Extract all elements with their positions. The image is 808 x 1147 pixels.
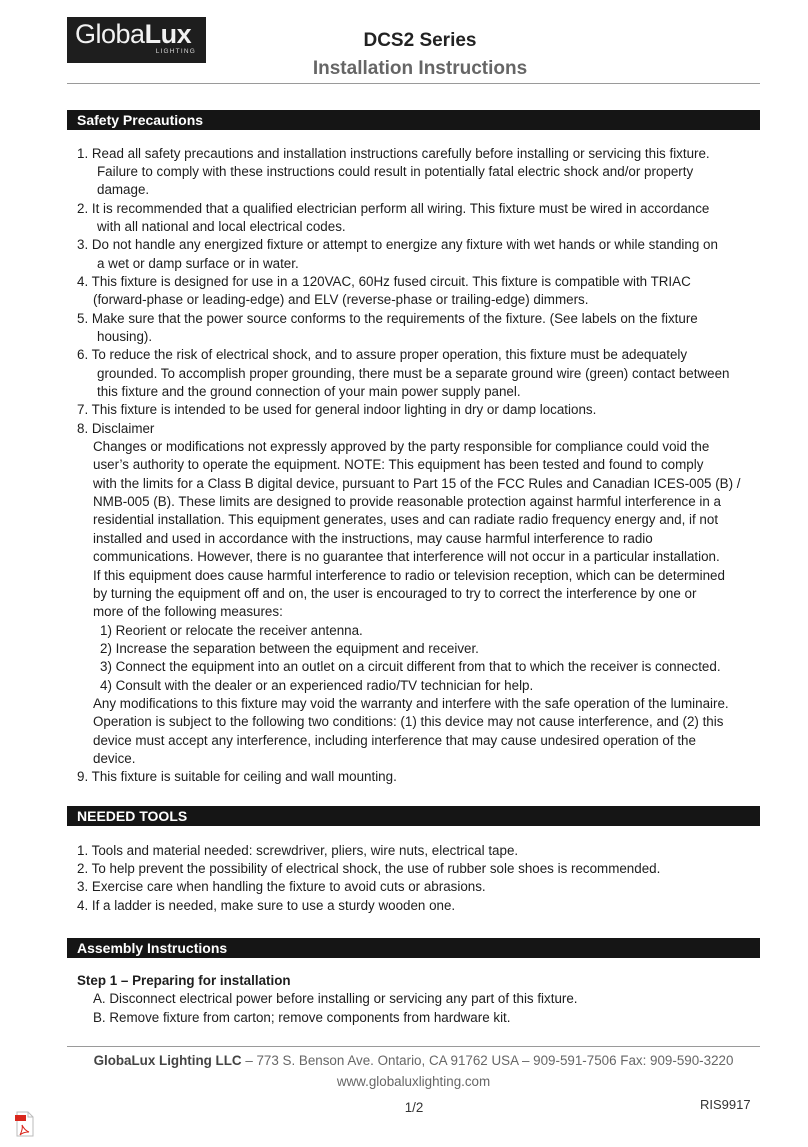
safety-line: 2. It is recommended that a qualified electrician perform all wiring. This fixture must be wired in accordance bbox=[77, 201, 710, 216]
disclaimer-line: by turning the equipment off and on, the user is encouraged to try to correct the interference by one or bbox=[93, 586, 697, 601]
disclaimer-line: installed and used in accordance with the instructions, may cause harmful interference to radio bbox=[93, 531, 653, 546]
header-divider bbox=[67, 83, 760, 84]
footer-address: – 773 S. Benson Ave. Ontario, CA 91762 USA – 909-591-7506 Fax: 909-590-3220 bbox=[241, 1053, 734, 1068]
safety-line: damage. bbox=[97, 182, 150, 197]
globalux-logo bbox=[67, 17, 206, 63]
safety-line: 8. Disclaimer bbox=[77, 421, 155, 436]
step-title: Step 1 – Preparing for installation bbox=[77, 973, 291, 988]
disclaimer-line: Any modifications to this fixture may void the warranty and interfere with the safe operation of the luminaire. bbox=[93, 696, 729, 711]
assembly-line: B. Remove fixture from carton; remove components from hardware kit. bbox=[93, 1010, 511, 1025]
document-subtitle: Installation Instructions bbox=[312, 58, 528, 79]
logo-subtitle: LIGHTING bbox=[155, 48, 196, 55]
disclaimer-line: NMB-005 (B). These limits are designed to provide reasonable protection against harmful interference in a bbox=[93, 494, 721, 509]
pdf-file-icon bbox=[14, 1111, 36, 1137]
safety-line: 3. Do not handle any energized fixture or attempt to energize any fixture with wet hands or while standing on bbox=[77, 237, 718, 252]
safety-line: housing). bbox=[97, 329, 153, 344]
safety-line: a wet or damp surface or in water. bbox=[97, 256, 299, 271]
tools-line: 4. If a ladder is needed, make sure to use a sturdy wooden one. bbox=[77, 898, 456, 913]
disclaimer-line: device. bbox=[93, 751, 136, 766]
measure-item: 2) Increase the separation between the equipment and receiver. bbox=[100, 641, 479, 656]
safety-line: 9. This fixture is suitable for ceiling and wall mounting. bbox=[77, 769, 397, 784]
measure-item: 3) Connect the equipment into an outlet on a circuit different from that to which the receiver is connected. bbox=[100, 659, 721, 674]
footer-divider bbox=[67, 1046, 760, 1047]
document-title: DCS2 Series bbox=[363, 30, 477, 51]
disclaimer-line: device must accept any interference, including interference that may cause undesired operation of the bbox=[93, 733, 696, 748]
disclaimer-line: with the limits for a Class B digital device, pursuant to Part 15 of the FCC Rules and Canadian ICES-005 (B) / bbox=[93, 476, 741, 491]
safety-line: this fixture and the ground connection of your main power supply panel. bbox=[97, 384, 521, 399]
footer-website[interactable]: www.globaluxlighting.com bbox=[336, 1074, 491, 1089]
safety-line: 6. To reduce the risk of electrical shock, and to assure proper operation, this fixture must be adequately bbox=[77, 347, 688, 362]
safety-line: 1. Read all safety precautions and installation instructions carefully before installing or servicing this fixture. bbox=[77, 146, 710, 161]
disclaimer-line: user’s authority to operate the equipment. NOTE: This equipment has been tested and found to comply bbox=[93, 457, 704, 472]
document-reference: RIS9917 bbox=[700, 1097, 751, 1112]
safety-line: Failure to comply with these instructions could result in potentially fatal electric shock and/or property bbox=[97, 164, 694, 179]
disclaimer-line: residential installation. This equipment generates, uses and can radiate radio frequency energy and, if not bbox=[93, 512, 719, 527]
page-number: 1/2 bbox=[404, 1100, 424, 1115]
tools-line: 2. To help prevent the possibility of electrical shock, the use of rubber sole shoes is recommended. bbox=[77, 861, 661, 876]
disclaimer-line: communications. However, there is no guarantee that interference will not occur in a particular installation. bbox=[93, 549, 720, 564]
footer-contact bbox=[67, 1053, 760, 1068]
safety-line: grounded. To accomplish proper grounding, there must be a separate ground wire (green) contact between bbox=[97, 366, 730, 381]
safety-line: with all national and local electrical codes. bbox=[97, 219, 346, 234]
tools-line: 1. Tools and material needed: screwdriver, pliers, wire nuts, electrical tape. bbox=[77, 843, 519, 858]
disclaimer-line: Changes or modifications not expressly approved by the party responsible for compliance could void the bbox=[93, 439, 710, 454]
disclaimer-line: more of the following measures: bbox=[93, 604, 283, 619]
footer-company: GlobaLux Lighting LLC bbox=[93, 1053, 242, 1068]
safety-line: (forward-phase or leading-edge) and ELV (reverse-phase or trailing-edge) dimmers. bbox=[93, 292, 589, 307]
tools-line: 3. Exercise care when handling the fixture to avoid cuts or abrasions. bbox=[77, 879, 486, 894]
logo-wordmark: GlobaLux bbox=[75, 19, 192, 49]
measure-item: 4) Consult with the dealer or an experienced radio/TV technician for help. bbox=[100, 678, 534, 693]
measure-item: 1) Reorient or relocate the receiver antenna. bbox=[100, 623, 363, 638]
safety-line: 5. Make sure that the power source conforms to the requirements of the fixture. (See labels on the fixture bbox=[77, 311, 698, 326]
assembly-section-heading: Assembly Instructions bbox=[67, 938, 760, 958]
tools-section-heading: NEEDED TOOLS bbox=[67, 806, 760, 826]
safety-line: 4. This fixture is designed for use in a 120VAC, 60Hz fused circuit. This fixture is compatible with TRIAC bbox=[77, 274, 691, 289]
disclaimer-line: Operation is subject to the following two conditions: (1) this device may not cause interference, and (2) this bbox=[93, 714, 724, 729]
assembly-line: A. Disconnect electrical power before installing or servicing any part of this fixture. bbox=[93, 991, 578, 1006]
safety-section-heading: Safety Precautions bbox=[67, 110, 760, 130]
disclaimer-line: If this equipment does cause harmful interference to radio or television reception, which can be determined bbox=[93, 568, 725, 583]
safety-line: 7. This fixture is intended to be used for general indoor lighting in dry or damp locations. bbox=[77, 402, 597, 417]
